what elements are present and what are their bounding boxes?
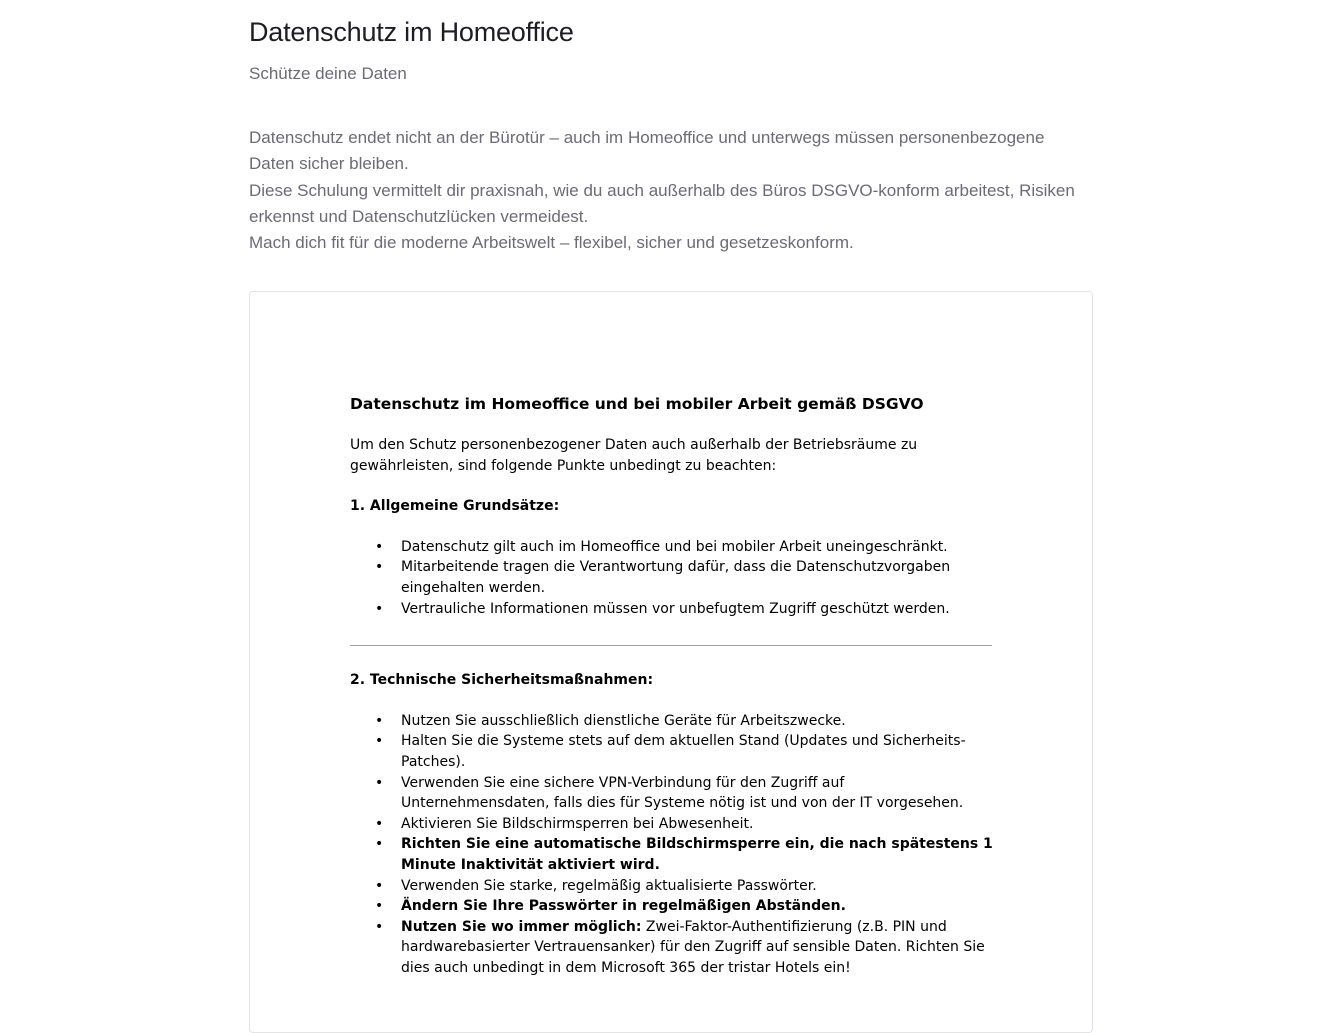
bullet-icon: •: [375, 600, 384, 617]
list-item-text: Zwei-Faktor-Authentifizierung (z.B. PIN und hardwarebasierter Vertrauensanker) für den Zugriff auf sensible Daten. Richten Sie dies auch unbedingt in dem Microsoft 365 der tristar Hotels ein!: [401, 918, 985, 976]
bullet-icon: •: [375, 559, 384, 576]
list-item-text: Datenschutz gilt auch im Homeoffice und bei mobiler Arbeit uneingeschränkt.: [401, 538, 948, 555]
list-item-text: Halten Sie die Systeme stets auf dem aktuellen Stand (Updates und Sicherheits-Patches).: [401, 733, 966, 770]
description-line: Diese Schulung vermittelt dir praxisnah, wie du auch außerhalb des Büros DSGVO-konform arbeitest, Risiken erkennst und Datenschutzlücken vermeidest.: [249, 180, 1075, 226]
bullet-icon: •: [375, 898, 384, 915]
document-viewer[interactable]: [249, 291, 1093, 1033]
description-line: Datenschutz endet nicht an der Bürotür – auch im Homeoffice und unterwegs müssen personenbezogene Daten sicher bleiben.: [249, 128, 1045, 174]
bullet-icon: •: [375, 733, 384, 750]
section-heading-general: 1. Allgemeine Grundsätze:: [350, 498, 560, 515]
list-item: [350, 896, 995, 917]
list-item-text: Nutzen Sie ausschließlich dienstliche Geräte für Arbeitszwecke.: [401, 712, 846, 729]
bullet-icon: •: [375, 774, 384, 791]
list-item: [350, 557, 995, 598]
list-item: [350, 773, 995, 814]
list-item: [350, 814, 995, 835]
bullet-icon: •: [375, 836, 384, 853]
document-intro: Um den Schutz personenbezogener Daten auch außerhalb der Betriebsräume zu gewährleisten, sind folgende Punkte unbedingt zu beachten:: [350, 437, 918, 474]
list-item-text: Mitarbeitende tragen die Verantwortung dafür, dass die Datenschutzvorgaben eingehalten werden.: [401, 559, 951, 596]
document-title: Datenschutz im Homeoffice und bei mobiler Arbeit gemäß DSGVO: [350, 395, 924, 413]
list-item-text: Richten Sie eine automatische Bildschirmsperre ein, die nach spätestens 1 Minute Inaktivität aktiviert wird.: [401, 836, 993, 873]
document-page: [350, 394, 995, 978]
bullet-icon: •: [375, 877, 384, 894]
bullet-icon: •: [375, 538, 384, 555]
list-item-text: Vertrauliche Informationen müssen vor unbefugtem Zugriff geschützt werden.: [401, 600, 950, 617]
course-description: [249, 125, 1093, 256]
bullet-icon: •: [375, 712, 384, 729]
list-item-text: Verwenden Sie eine sichere VPN-Verbindung für den Zugriff auf Unternehmensdaten, falls dies für Systeme nötig ist und von der IT vorgesehen.: [401, 774, 964, 812]
list-item: [350, 711, 995, 732]
list-item-bold-prefix: Nutzen Sie wo immer möglich:: [401, 918, 642, 935]
list-technical-measures: [350, 711, 995, 979]
description-line: Mach dich fit für die moderne Arbeitswelt – flexibel, sicher und gesetzeskonform.: [249, 233, 854, 253]
list-item-text: Ändern Sie Ihre Passwörter in regelmäßigen Abständen.: [401, 898, 846, 915]
list-item-text: Verwenden Sie starke, regelmäßig aktualisierte Passwörter.: [401, 877, 817, 894]
list-item: [350, 599, 995, 620]
list-item-text: Aktivieren Sie Bildschirmsperren bei Abwesenheit.: [401, 815, 754, 832]
list-item: [350, 537, 995, 558]
list-item: [350, 917, 995, 979]
bullet-icon: •: [375, 815, 384, 832]
list-item: [350, 876, 995, 897]
page-title: Datenschutz im Homeoffice: [249, 17, 574, 47]
bullet-icon: •: [375, 918, 384, 935]
list-item: [350, 731, 995, 772]
section-heading-technical: 2. Technische Sicherheitsmaßnahmen:: [350, 672, 654, 689]
page-subtitle: Schütze deine Daten: [249, 64, 407, 83]
list-general-principles: [350, 537, 995, 619]
list-item: [350, 834, 995, 875]
section-divider: [350, 645, 992, 646]
